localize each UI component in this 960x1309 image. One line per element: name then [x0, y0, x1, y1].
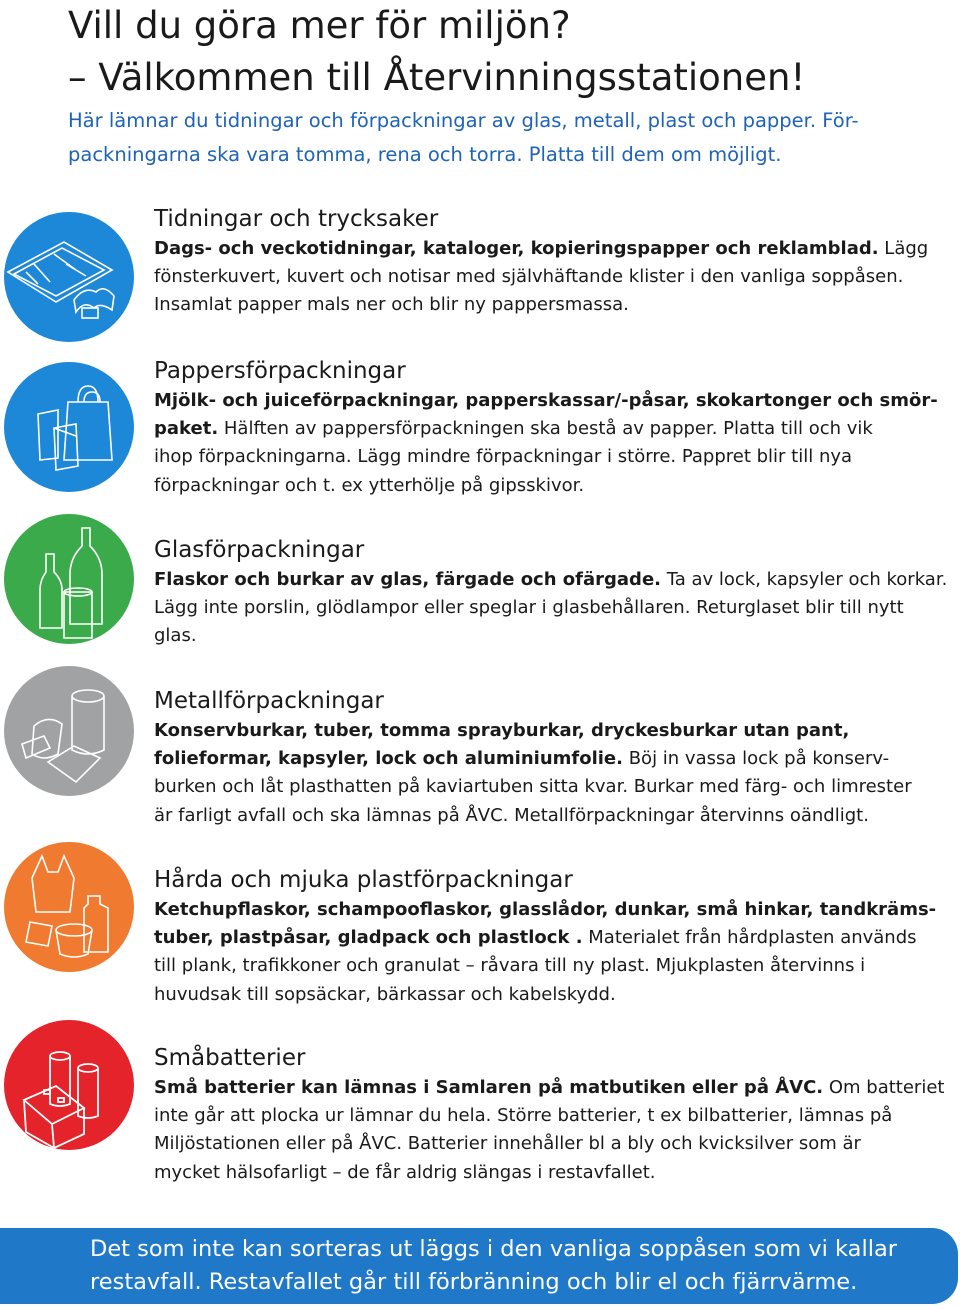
section-title: Hårda och mjuka plastförpackningar: [154, 867, 573, 893]
body-bold: Dags- och veckotidningar, kataloger, kopieringspapper och reklamblad.: [154, 238, 879, 259]
section-newspapers: [154, 203, 954, 320]
intro-paragraph: [68, 104, 938, 172]
body-bold: Konservburkar, tuber, tomma sprayburkar, dryckesburkar utan pant,: [154, 720, 850, 741]
section-title: Metallförpackningar: [154, 688, 384, 714]
body-text: mycket hälsofarligt – de får aldrig slängas i restavfallet.: [154, 1161, 656, 1183]
section-body: [154, 1074, 954, 1187]
intro-line-2: packningarna ska vara tomma, rena och torra. Platta till dem om möjligt.: [68, 143, 782, 166]
battery-icon: [4, 1020, 134, 1150]
section-body: [154, 387, 954, 500]
body-text: inte går att plocka ur lämnar du hela. Större batterier, t ex bilbatterier, lämnas på: [154, 1105, 893, 1127]
body-text: Lägg: [878, 238, 929, 259]
glass-bottle-icon: [4, 514, 134, 644]
headline-line-1: Vill du göra mer för miljön?: [68, 4, 571, 47]
body-bold: Små batterier kan lämnas i Samlaren på matbutiken eller på ÅVC.: [154, 1077, 824, 1098]
body-bold: Flaskor och burkar av glas, färgade och ofärgade.: [154, 569, 661, 590]
newspaper-icon: [4, 212, 134, 342]
banner-line-1: Det som inte kan sorteras ut läggs i den vanliga soppåsen som vi kallar: [90, 1236, 897, 1262]
section-batteries: [154, 1042, 954, 1187]
body-text: huvudsak till sopsäckar, bärkassar och kabelskydd.: [154, 983, 616, 1005]
restavfall-banner: [0, 1228, 958, 1304]
body-text: Hälften av pappersförpackningen ska bestå av papper. Platta till och vik: [218, 418, 873, 440]
section-metal: [154, 685, 954, 830]
banner-line-2: restavfall. Restavfallet går till förbränning och blir el och fjärrvärme.: [90, 1269, 858, 1295]
section-body: [154, 235, 954, 320]
body-text: Om batteriet: [823, 1077, 945, 1098]
section-title: Småbatterier: [154, 1045, 306, 1071]
body-text: Lägg inte porslin, glödlampor eller speglar i glasbehållaren. Returglaset blir till nytt: [154, 597, 904, 619]
metal-can-icon: [4, 666, 134, 796]
section-title: Glasförpackningar: [154, 537, 365, 563]
body-bold: folieformar, kapsyler, lock och aluminiumfolie.: [154, 748, 623, 770]
plastic-packaging-icon: [4, 842, 134, 972]
section-body: [154, 717, 954, 830]
body-text: Miljöstationen eller på ÅVC. Batterier innehåller bl a bly och kvicksilver som är: [154, 1133, 861, 1155]
body-text: glas.: [154, 625, 197, 647]
body-bold: paket.: [154, 418, 219, 440]
page-headline: [68, 0, 928, 104]
section-plastic: [154, 864, 954, 1009]
body-text: Böj in vassa lock på konserv-: [622, 748, 890, 770]
body-text: fönsterkuvert, kuvert och notisar med självhäftande klister i den vanliga soppåsen.: [154, 266, 904, 288]
body-bold: Ketchupflaskor, schampooflaskor, glasslådor, dunkar, små hinkar, tandkräms-: [154, 899, 937, 920]
section-glass: [154, 534, 954, 651]
section-body: [154, 896, 954, 1009]
headline-line-2: – Välkommen till Återvinningsstationen!: [68, 56, 806, 99]
body-text: till plank, trafikkoner och granulat – råvara till ny plast. Mjukplasten återvinns i: [154, 955, 866, 977]
body-text: Ta av lock, kapsyler och korkar.: [661, 569, 948, 590]
paper-bag-icon: [4, 362, 134, 492]
banner-text: [90, 1233, 950, 1299]
section-title: Pappersförpackningar: [154, 358, 406, 384]
body-text: är farligt avfall och ska lämnas på ÅVC. Metallförpackningar återvinns oändligt.: [154, 804, 869, 826]
body-text: ihop förpackningarna. Lägg mindre förpackningar i större. Pappret blir till nya: [154, 446, 853, 468]
body-text: Insamlat papper mals ner och blir ny pappersmassa.: [154, 294, 629, 316]
section-paper-packaging: [154, 355, 954, 500]
section-body: [154, 566, 954, 651]
section-title: Tidningar och trycksaker: [154, 206, 439, 232]
body-bold: tuber, plastpåsar, gladpack och plastlock .: [154, 927, 583, 949]
body-text: burken och låt plasthatten på kaviartuben sitta kvar. Burkar med färg- och limrester: [154, 776, 912, 798]
intro-line-1: Här lämnar du tidningar och förpackningar av glas, metall, plast och papper. För-: [68, 109, 859, 132]
body-bold: Mjölk- och juiceförpackningar, papperskassar/-påsar, skokartonger och smör-: [154, 390, 938, 411]
body-text: Materialet från hårdplasten används: [582, 927, 917, 949]
body-text: förpackningar och t. ex ytterhölje på gipsskivor.: [154, 474, 585, 496]
